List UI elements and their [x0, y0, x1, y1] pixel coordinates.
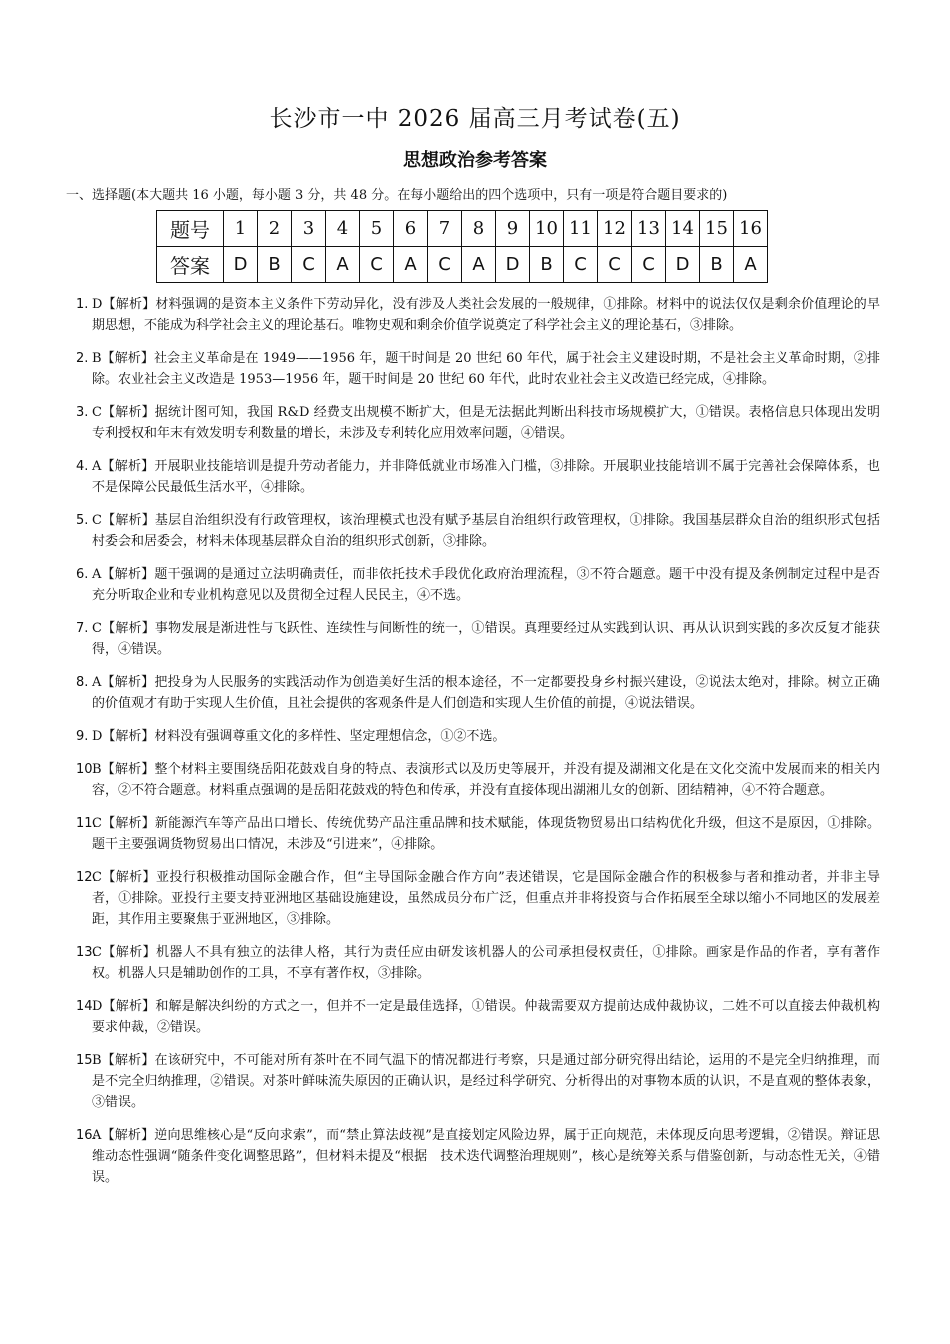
answer-cell: A [326, 247, 360, 283]
answer-cell: A [734, 247, 768, 283]
answer-cell: D [496, 247, 530, 283]
explanation-text: D【解析】材料强调的是资本主义条件下劳动异化，没有涉及人类社会发展的一般规律，①排除。材料中的说法仅仅是剩余价值理论的早期思想，不能成为科学社会主义的理论基石。唯物史观和剩余价值学说奠定了科学社会主义的理论基石，③排除。 [92, 297, 880, 333]
answer-table [156, 210, 768, 283]
question-number-cell: 9 [496, 211, 530, 247]
explanation-text: C【解析】事物发展是渐进性与飞跃性、连续性与间断性的统一，①错误。真理要经过从实践到认识、再从认识到实践的多次反复才能获得，④错误。 [92, 621, 880, 657]
explanation-item [76, 672, 880, 714]
explanation-number: 3. [76, 405, 89, 420]
explanation-text: A【解析】开展职业技能培训是提升劳动者能力，并非降低就业市场准入门槛，③排除。开展职业技能培训不属于完善社会保障体系，也不是保障公民最低生活水平，④排除。 [92, 459, 880, 495]
question-number-cell: 10 [530, 211, 564, 247]
question-number-cell: 7 [428, 211, 462, 247]
explanation-text: A【解析】逆向思维核心是“反向求索”，而“禁止算法歧视”是直接划定风险边界，属于正向规范，未体现反向思考逻辑，②错误。辩证思维动态性强调“随条件变化调整思路”，但材料未提及“根据 技术迭代调整治理规则”，核心是统筹关系与借鉴创新，与动态性无关，④错误。 [92, 1128, 880, 1185]
question-number-cell: 12 [598, 211, 632, 247]
question-number-cell: 14 [666, 211, 700, 247]
explanation-text: D【解析】材料没有强调尊重文化的多样性、坚定理想信念，①②不选。 [92, 729, 506, 744]
explanation-number: 1. [76, 297, 89, 312]
explanation-text: C【解析】新能源汽车等产品出口增长、传统优势产品注重品牌和技术赋能，体现货物贸易出口结构优化升级，但这不是原因，①排除。题干主要强调货物贸易出口情况，未涉及“引进来”，④排除。 [92, 816, 880, 852]
page-subtitle: 思想政治参考答案 [403, 150, 547, 171]
explanation-number: 16. [76, 1128, 97, 1143]
question-number-cell: 2 [258, 211, 292, 247]
explanation-number: 15. [76, 1053, 97, 1068]
question-number-cell: 15 [700, 211, 734, 247]
answer-cell: A [394, 247, 428, 283]
explanation-item [76, 348, 880, 390]
explanation-text: B【解析】整个材料主要围绕岳阳花鼓戏自身的特点、表演形式以及历史等展开，并没有提及湖湘文化是在文化交流中发展而来的相关内容，②不符合题意。材料重点强调的是岳阳花鼓戏的特色和传承，并没有直接体现出湖湘儿女的创新、团结精神，④不符合题意。 [92, 762, 880, 798]
answer-row [157, 247, 768, 283]
answer-cell: C [360, 247, 394, 283]
explanation-number: 14. [76, 999, 97, 1014]
answer-cell: C [564, 247, 598, 283]
row-label-number: 题号 [157, 211, 224, 247]
answer-cell: D [666, 247, 700, 283]
explanation-number: 9. [76, 729, 89, 744]
question-number-cell: 8 [462, 211, 496, 247]
explanation-number: 4. [76, 459, 89, 474]
section-heading: 一、选择题(本大题共 16 小题，每小题 3 分，共 48 分。在每小题给出的四个选项中，只有一项是符合题目要求的) [66, 188, 728, 203]
explanation-number: 8. [76, 675, 89, 690]
explanation-number: 12. [76, 870, 97, 885]
explanation-text: C【解析】据统计图可知，我国 R&D 经费支出规模不断扩大，但是无法据此判断出科技市场规模扩大，①错误。表格信息只体现出发明专利授权和年末有效发明专利数量的增长，未涉及专利转化应用效率问题，④错误。 [92, 405, 880, 441]
question-number-cell: 3 [292, 211, 326, 247]
answer-cell: C [292, 247, 326, 283]
explanation-item [76, 402, 880, 444]
explanation-item [76, 759, 880, 801]
answer-cell: C [632, 247, 666, 283]
answer-cell: C [598, 247, 632, 283]
explanation-item [76, 510, 880, 552]
page-title: 长沙市一中 2026 届高三月考试卷(五) [269, 106, 681, 132]
answer-cell: B [530, 247, 564, 283]
explanation-text: C【解析】亚投行积极推动国际金融合作，但“主导国际金融合作方向”表述错误，它是国际金融合作的积极参与者和推动者，并非主导者，①排除。亚投行主要支持亚洲地区基础设施建设，虽然成员分布广泛，但重点并非将投资与合作拓展至全球以缩小不同地区的发展差距，其作用主要聚焦于亚洲地区，③排除。 [92, 870, 880, 927]
explanation-item [76, 726, 880, 747]
answer-cell: B [258, 247, 292, 283]
explanation-text: A【解析】题干强调的是通过立法明确责任，而非依托技术手段优化政府治理流程，③不符合题意。题干中没有提及条例制定过程中是否充分听取企业和专业机构意见以及贯彻全过程人民民主，④不选。 [92, 567, 880, 603]
explanation-item [76, 564, 880, 606]
explanation-number: 10. [76, 762, 97, 777]
explanation-text: B【解析】社会主义革命是在 1949——1956 年，题干时间是 20 世纪 60 年代，属于社会主义建设时期，不是社会主义革命时期，②排除。农业社会主义改造是 1953—1956 年，题干时间是 20 世纪 60 年代，此时农业社会主义改造已经完成，④排除。 [92, 351, 880, 387]
explanation-item [76, 456, 880, 498]
question-number-cell: 11 [564, 211, 598, 247]
question-number-cell: 13 [632, 211, 666, 247]
answer-cell: A [462, 247, 496, 283]
explanation-list [76, 294, 880, 1200]
answer-cell: D [224, 247, 258, 283]
explanation-text: C【解析】基层自治组织没有行政管理权，该治理模式也没有赋予基层自治组织行政管理权，①排除。我国基层群众自治的组织形式包括村委会和居委会，材料未体现基层群众自治的组织形式创新，③排除。 [92, 513, 880, 549]
explanation-item [76, 942, 880, 984]
explanation-number: 5. [76, 513, 89, 528]
answer-cell: B [700, 247, 734, 283]
explanation-number: 2. [76, 351, 89, 366]
question-number-cell: 1 [224, 211, 258, 247]
explanation-number: 7. [76, 621, 89, 636]
explanation-number: 6. [76, 567, 89, 582]
answer-cell: C [428, 247, 462, 283]
explanation-text: A【解析】把投身为人民服务的实践活动作为创造美好生活的根本途径，不一定都要投身乡村振兴建设，②说法太绝对，排除。树立正确的价值观才有助于实现人生价值，且社会提供的客观条件是人们创造和实现人生价值的前提，④说法错误。 [92, 675, 880, 711]
explanation-item [76, 996, 880, 1038]
row-label-answer: 答案 [157, 247, 224, 283]
question-number-cell: 4 [326, 211, 360, 247]
explanation-text: C【解析】机器人不具有独立的法律人格，其行为责任应由研发该机器人的公司承担侵权责任，①排除。画家是作品的作者，享有著作权。机器人只是辅助创作的工具，不享有著作权，③排除。 [92, 945, 880, 981]
explanation-item [76, 618, 880, 660]
explanation-text: D【解析】和解是解决纠纷的方式之一，但并不一定是最佳选择，①错误。仲裁需要双方提前达成仲裁协议，二姓不可以直接去仲裁机构要求仲裁，②错误。 [92, 999, 880, 1035]
question-number-cell: 6 [394, 211, 428, 247]
explanation-item [76, 1050, 880, 1113]
question-number-row [157, 211, 768, 247]
explanation-item [76, 294, 880, 336]
explanation-item [76, 813, 880, 855]
explanation-item [76, 1125, 880, 1188]
question-number-cell: 16 [734, 211, 768, 247]
explanation-number: 11. [76, 816, 97, 831]
explanation-number: 13. [76, 945, 97, 960]
explanation-text: B【解析】在该研究中，不可能对所有茶叶在不同气温下的情况都进行考察，只是通过部分研究得出结论，运用的不是完全归纳推理，而是不完全归纳推理，②错误。对茶叶鲜味流失原因的正确认识，是经过科学研究、分析得出的对事物本质的认识，不是直观的整体表象，③错误。 [92, 1053, 880, 1110]
question-number-cell: 5 [360, 211, 394, 247]
explanation-item [76, 867, 880, 930]
